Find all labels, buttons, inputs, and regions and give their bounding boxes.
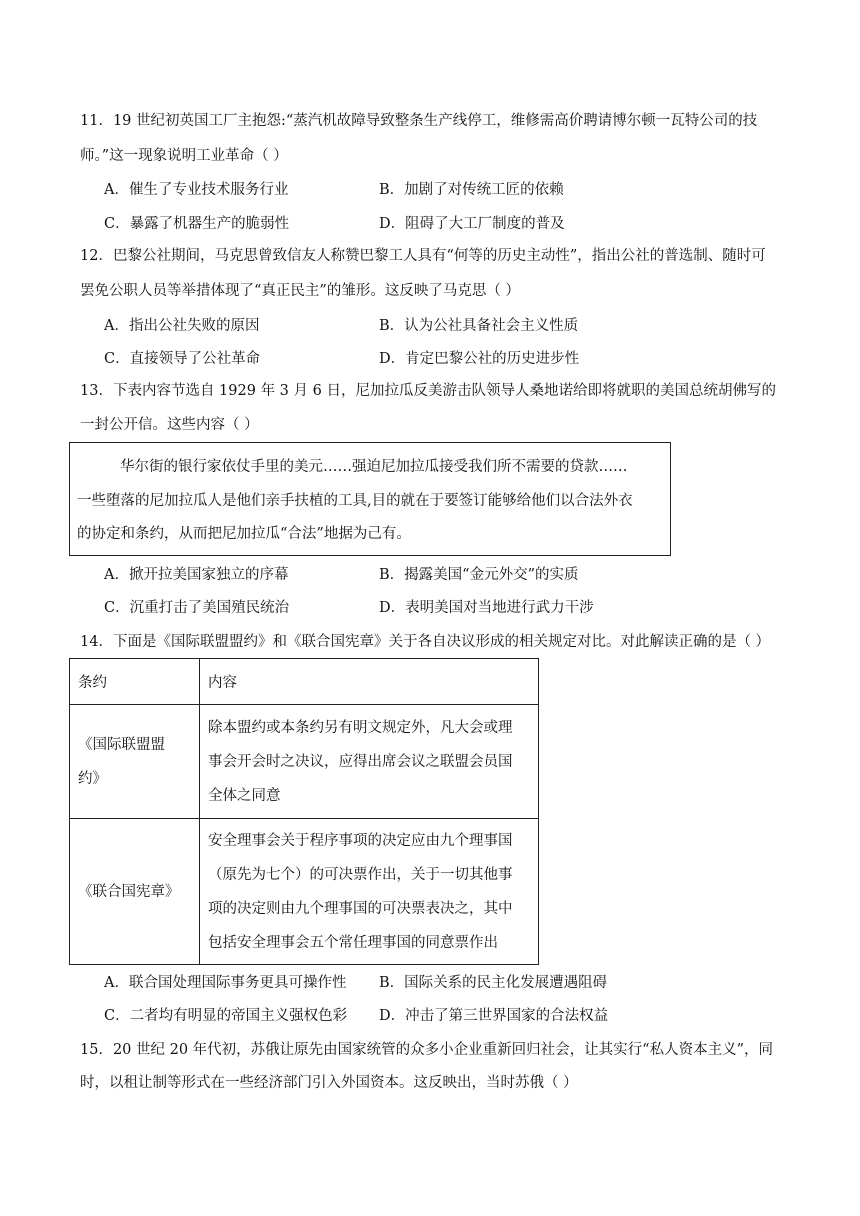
question-11-stem-line-1: 11．19 世纪初英国工厂主抱怨:“蒸汽机故障导致整条生产线停工，维修需高价聘请博尔顿一瓦特公司的技 xyxy=(80,113,758,129)
table-cell-name-line: 约》 xyxy=(78,770,107,787)
question-15-stem-line-2: 时，以租让制等形式在一些经济部门引入外国资本。这反映出，当时苏俄（ ） xyxy=(80,1075,578,1091)
table-row xyxy=(70,819,539,965)
table-cell-content xyxy=(200,705,539,819)
question-12-option-d[interactable]: D．肯定巴黎公社的历史进步性 xyxy=(379,351,580,367)
question-11-option-c[interactable]: C．暴露了机器生产的脆弱性 xyxy=(104,216,290,232)
question-12-stem-line-1: 12．巴黎公社期间，马克思曾致信友人称赞巴黎工人具有“何等的历史主动性”，指出公社的普选制、随时可 xyxy=(80,248,766,264)
question-13-stem-line-2: 一封公开信。这些内容（ ） xyxy=(80,417,259,433)
question-11-stem-line-2: 师。”这一现象说明工业革命（ ） xyxy=(80,148,288,164)
question-13-stem-line-1: 13．下表内容节选自 1929 年 3 月 6 日，尼加拉瓜反美游击队领导人桑地诺给即将就职的美国总统胡佛写的 xyxy=(80,383,776,399)
table-cell-name xyxy=(70,819,200,965)
quote-line-3: 的协定和条约，从而把尼加拉瓜“合法”地据为己有。 xyxy=(77,526,411,542)
question-14-stem-line-1: 14．下面是《国际联盟盟约》和《联合国宪章》关于各自决议形成的相关规定对比。对此解读正确的是（ ） xyxy=(80,634,771,650)
question-12-option-c[interactable]: C．直接领导了公社革命 xyxy=(104,351,261,367)
question-11-option-a[interactable]: A．催生了专业技术服务行业 xyxy=(104,182,289,198)
table-cell-content-line: 项的决定则由九个理事国的可决票表决之，其中 xyxy=(208,900,513,917)
table-header-cell: 内容 xyxy=(200,659,539,705)
question-13-option-a[interactable]: A．掀开拉美国家独立的序幕 xyxy=(104,567,289,583)
question-12-stem-line-2: 罢免公职人员等举措体现了“真正民主”的雏形。这反映了马克思（ ） xyxy=(80,283,520,299)
quote-line-1: 华尔街的银行家依仗手里的美元……强迫尼加拉瓜接受我们所不需要的贷款…… xyxy=(120,459,628,475)
question-11-option-b[interactable]: B．加剧了对传统工匠的依赖 xyxy=(379,182,564,198)
question-14-option-d[interactable]: D．冲击了第三世界国家的合法权益 xyxy=(379,1008,609,1024)
quote-line-2: 一些堕落的尼加拉瓜人是他们亲手扶植的工具,目的就在于要签订能够给他们以合法外衣 xyxy=(77,493,633,509)
table-cell-content-line: （原先为七个）的可决票作出，关于一切其他事 xyxy=(208,866,513,883)
table-cell-name-line: 《国际联盟盟 xyxy=(78,736,165,753)
question-15-stem-line-1: 15．20 世纪 20 年代初，苏俄让原先由国家统管的众多小企业重新回归社会，让其实行“私人资本主义”，同 xyxy=(80,1042,774,1058)
table-cell-content-line: 事会开会时之决议，应得出席会议之联盟会员国 xyxy=(208,753,513,770)
table-cell-content xyxy=(200,819,539,965)
table-header-row xyxy=(70,659,539,705)
table-cell-content-line: 除本盟约或本条约另有明文规定外，凡大会或理 xyxy=(208,719,513,736)
question-13-option-b[interactable]: B．揭露美国“金元外交”的实质 xyxy=(379,567,579,583)
question-11-option-d[interactable]: D．阻碍了大工厂制度的普及 xyxy=(379,216,565,232)
table-cell-content-line: 全体之同意 xyxy=(208,787,281,804)
question-13-option-d[interactable]: D．表明美国对当地进行武力干涉 xyxy=(379,600,594,616)
question-12-option-b[interactable]: B．认为公社具备社会主义性质 xyxy=(379,318,579,334)
table-cell-content-line: 安全理事会关于程序事项的决定应由九个理事国 xyxy=(208,832,513,849)
table-cell-content-line: 包括安全理事会五个常任理事国的同意票作出 xyxy=(208,934,498,951)
quote-box xyxy=(69,442,671,556)
table-row xyxy=(70,705,539,819)
table-cell-name xyxy=(70,705,200,819)
table-header-cell: 条约 xyxy=(70,659,200,705)
question-12-option-a[interactable]: A．指出公社失败的原因 xyxy=(104,318,260,334)
question-13-option-c[interactable]: C．沉重打击了美国殖民统治 xyxy=(104,600,290,616)
question-14-option-c[interactable]: C．二者均有明显的帝国主义强权色彩 xyxy=(104,1008,348,1024)
question-14-option-b[interactable]: B．国际关系的民主化发展遭遇阻碍 xyxy=(379,975,608,991)
question-14-option-a[interactable]: A．联合国处理国际事务更具可操作性 xyxy=(104,975,347,991)
comparison-table xyxy=(69,658,539,965)
table-cell-name-line: 《联合国宪章》 xyxy=(78,883,180,900)
